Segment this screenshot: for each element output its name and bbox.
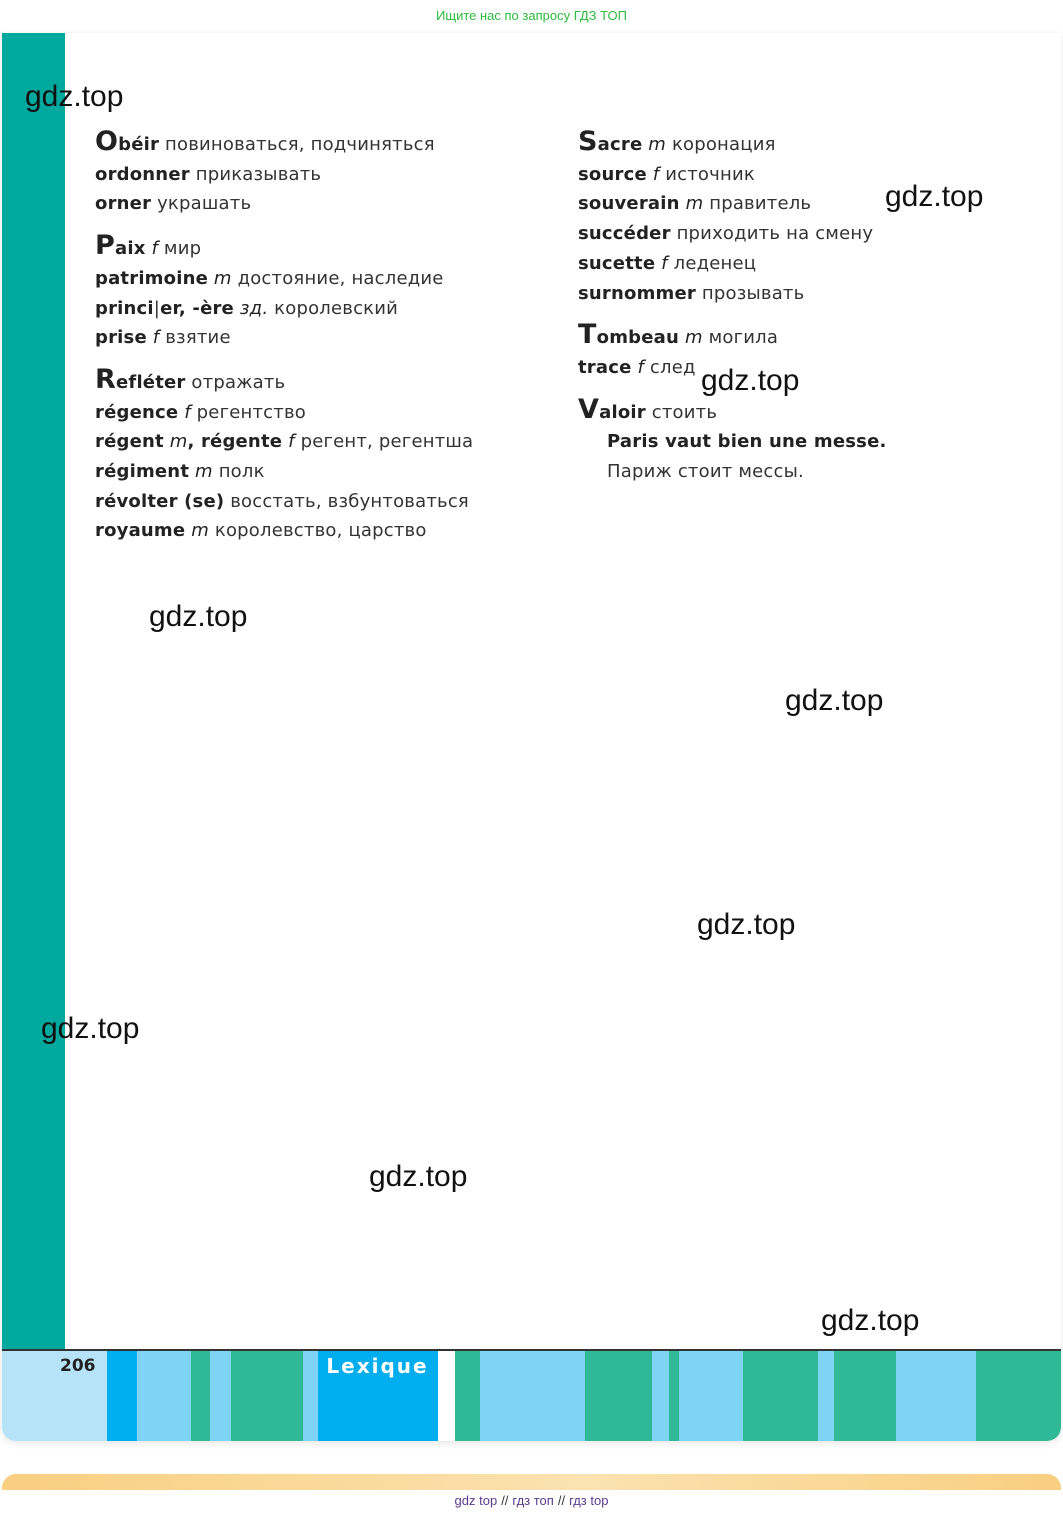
strip-segment — [652, 1351, 669, 1441]
strip-segment — [896, 1351, 976, 1441]
entry-regence: régence f регентство — [95, 401, 306, 423]
entry-trace: trace f след — [578, 356, 696, 378]
strip-segment — [210, 1351, 231, 1441]
entry-regent: régent m, régente f регент, регентша — [95, 431, 474, 453]
letter-group-o — [95, 127, 473, 219]
strip-segment — [818, 1351, 834, 1441]
watermark: gdz.top — [149, 600, 248, 633]
entry-royaume: royaume m королевство, царство — [95, 520, 427, 542]
entry-sacre: Sacre m коронация — [578, 126, 776, 157]
strip-segment — [976, 1351, 1061, 1441]
watermark: gdz.top — [369, 1160, 468, 1193]
strip-segment — [480, 1351, 585, 1441]
watermark: gdz.top — [697, 908, 796, 941]
entry-ordonner: ordonner приказывать — [95, 163, 322, 185]
watermark: gdz.top — [41, 1012, 140, 1045]
bottom-link[interactable]: гдз top — [569, 1493, 609, 1508]
letter-group-r — [95, 365, 473, 546]
entry-obeir: Obéir повиноваться, подчиняться — [95, 126, 435, 157]
example-sentence: Paris vaut bien une messe. Париж стоит мессы. — [607, 431, 887, 483]
watermark: gdz.top — [885, 180, 984, 213]
entry-tombeau: Tombeau m могила — [578, 319, 779, 351]
textbook-page — [2, 33, 1061, 1441]
footer-color-strip — [2, 1351, 1061, 1441]
vocabulary-column-left — [95, 127, 473, 558]
bottom-link[interactable]: gdz top — [454, 1493, 498, 1508]
entry-prise: prise f взятие — [95, 327, 231, 349]
watermark: gdz.top — [821, 1304, 920, 1337]
strip-segment — [107, 1351, 137, 1441]
section-title: Lexique — [326, 1354, 429, 1378]
strip-segment — [585, 1351, 652, 1441]
entry-succeder: succéder приходить на смену — [578, 223, 874, 245]
strip-segment — [191, 1351, 210, 1441]
bottom-links: gdz top // гдз топ // гдз top — [454, 1493, 609, 1508]
letter-group-p — [95, 231, 473, 353]
bottom-link[interactable]: гдз топ — [512, 1493, 554, 1508]
entry-valoir: Valoir стоить — [578, 393, 718, 425]
entry-refleter: Refléter отражать — [95, 363, 286, 395]
strip-segment — [834, 1351, 896, 1441]
strip-segment — [679, 1351, 743, 1441]
entry-patrimoine: patrimoine m достояние, наследие — [95, 267, 444, 289]
entry-sucette: sucette f леденец — [578, 252, 757, 274]
entry-souverain: souverain m правитель — [578, 193, 812, 215]
strip-segment — [303, 1351, 318, 1441]
next-page-edge — [2, 1474, 1061, 1490]
strip-segment — [743, 1351, 818, 1441]
entry-source: source f источник — [578, 163, 755, 185]
top-banner[interactable]: Ищите нас по запросу ГДЗ ТОП — [436, 8, 627, 23]
strip-segment — [455, 1351, 480, 1441]
entry-princier: princi|er, -ère зд. королевский — [95, 297, 399, 319]
watermark: gdz.top — [701, 364, 800, 397]
entry-paix: Paix f мир — [95, 230, 202, 262]
entry-regiment: régiment m полк — [95, 461, 265, 483]
strip-segment — [669, 1351, 679, 1441]
strip-segment — [438, 1351, 455, 1441]
watermark: gdz.top — [785, 684, 884, 717]
entry-surnommer: surnommer прозывать — [578, 282, 805, 304]
letter-group-s — [578, 127, 957, 308]
left-color-band — [2, 33, 65, 1350]
page-number: 206 — [60, 1356, 96, 1376]
entry-revolter: révolter (se) восстать, взбунтоваться — [95, 490, 469, 512]
strip-segment — [231, 1351, 303, 1441]
watermark: gdz.top — [25, 80, 124, 113]
entry-orner: orner украшать — [95, 193, 252, 215]
strip-segment — [137, 1351, 191, 1441]
letter-group-v — [578, 395, 957, 487]
